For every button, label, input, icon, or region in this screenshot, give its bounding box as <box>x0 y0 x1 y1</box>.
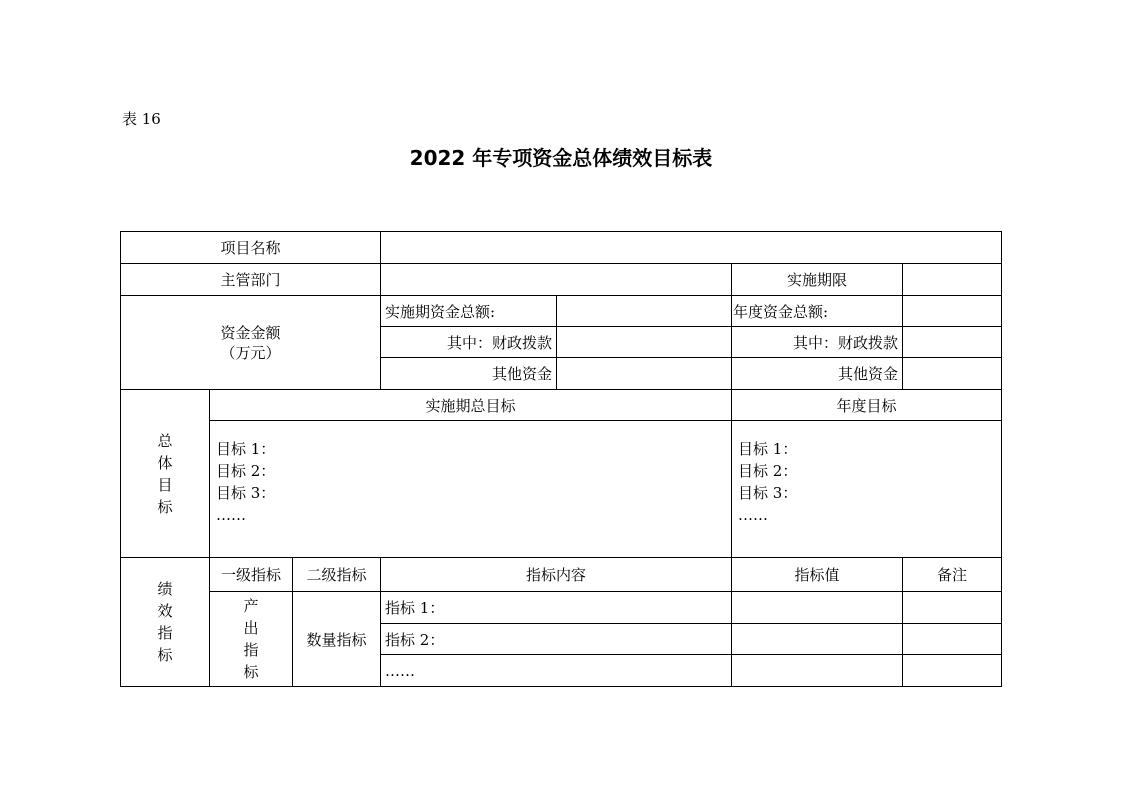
department-label: 主管部门 <box>121 264 381 296</box>
overall-goal-char: 体 <box>157 453 173 472</box>
indicator-content[interactable]: 指标 1： <box>381 592 732 624</box>
project-name-label: 项目名称 <box>121 232 381 264</box>
indicator-content[interactable]: 指标 2： <box>381 624 732 655</box>
perf-indicator-label <box>121 558 210 687</box>
other-left-label: 其他资金 <box>381 358 557 390</box>
row-goals <box>121 421 1002 558</box>
output-indicator-label <box>210 592 293 687</box>
output-indicator-char: 标 <box>243 663 259 681</box>
annual-goal-header: 年度目标 <box>732 390 1002 421</box>
perf-indicator-char: 标 <box>157 646 173 664</box>
funds-label-line2: （万元） <box>220 343 281 362</box>
table-number: 表 16 <box>122 110 161 128</box>
indicator-content[interactable]: …… <box>381 655 732 687</box>
funds-label <box>121 296 381 390</box>
perf-indicator-char: 绩 <box>157 580 173 598</box>
annual-total-label: 年度资金总额: <box>732 296 903 327</box>
period-goal-header: 实施期总目标 <box>210 390 732 421</box>
content-header: 指标内容 <box>381 558 732 592</box>
row-funds-total <box>121 296 1002 327</box>
indicator-remark[interactable] <box>903 624 1002 655</box>
output-indicator-char: 出 <box>243 619 259 637</box>
period-goals-cell[interactable] <box>210 421 732 558</box>
annual-goals-cell[interactable] <box>732 421 1002 558</box>
level1-header: 一级指标 <box>210 558 293 592</box>
goal-item: 目标 1： <box>216 440 276 458</box>
fiscal-right-field[interactable] <box>903 327 1002 358</box>
fiscal-left-label: 其中：财政拨款 <box>381 327 557 358</box>
perf-indicator-char: 指 <box>157 624 173 642</box>
output-indicator-char: 指 <box>243 641 259 659</box>
goal-item: 目标 2： <box>216 462 276 480</box>
remark-header: 备注 <box>903 558 1002 592</box>
indicator-value[interactable] <box>732 624 903 655</box>
goal-item: 目标 3： <box>216 484 276 502</box>
indicator-value[interactable] <box>732 592 903 624</box>
level2-header: 二级指标 <box>293 558 381 592</box>
goal-item: …… <box>216 506 246 524</box>
goal-item: 目标 3： <box>738 484 798 502</box>
department-field[interactable] <box>381 264 732 296</box>
overall-goal-char: 标 <box>157 497 173 516</box>
fiscal-left-field[interactable] <box>557 327 732 358</box>
row-indicator-headers <box>121 558 1002 592</box>
fiscal-right-label: 其中：财政拨款 <box>732 327 903 358</box>
period-label: 实施期限 <box>732 264 903 296</box>
quantity-indicator-label: 数量指标 <box>293 592 381 687</box>
other-right-field[interactable] <box>903 358 1002 390</box>
indicator-remark[interactable] <box>903 592 1002 624</box>
row-project-name <box>121 232 1002 264</box>
indicator-value[interactable] <box>732 655 903 687</box>
period-total-label: 实施期资金总额: <box>381 296 557 327</box>
other-left-field[interactable] <box>557 358 732 390</box>
goal-item: …… <box>738 506 769 524</box>
annual-total-field[interactable] <box>903 296 1002 327</box>
other-right-label: 其他资金 <box>732 358 903 390</box>
row-department <box>121 264 1002 296</box>
output-indicator-char: 产 <box>243 597 259 615</box>
funds-label-line1: 资金金额 <box>220 323 281 342</box>
project-name-field[interactable] <box>381 232 1002 264</box>
overall-goal-char: 总 <box>157 431 173 450</box>
row-goal-headers <box>121 390 1002 421</box>
perf-indicator-char: 效 <box>157 602 173 620</box>
indicator-remark[interactable] <box>903 655 1002 687</box>
period-total-field[interactable] <box>557 296 732 327</box>
performance-goal-table <box>120 231 1002 687</box>
value-header: 指标值 <box>732 558 903 592</box>
table-row <box>121 592 1002 624</box>
document-title: 2022 年专项资金总体绩效目标表 <box>409 146 713 170</box>
goal-item: 目标 2： <box>738 462 798 480</box>
period-field[interactable] <box>903 264 1002 296</box>
goal-item: 目标 1： <box>738 440 798 458</box>
overall-goal-label <box>121 390 210 558</box>
overall-goal-char: 目 <box>157 475 173 494</box>
